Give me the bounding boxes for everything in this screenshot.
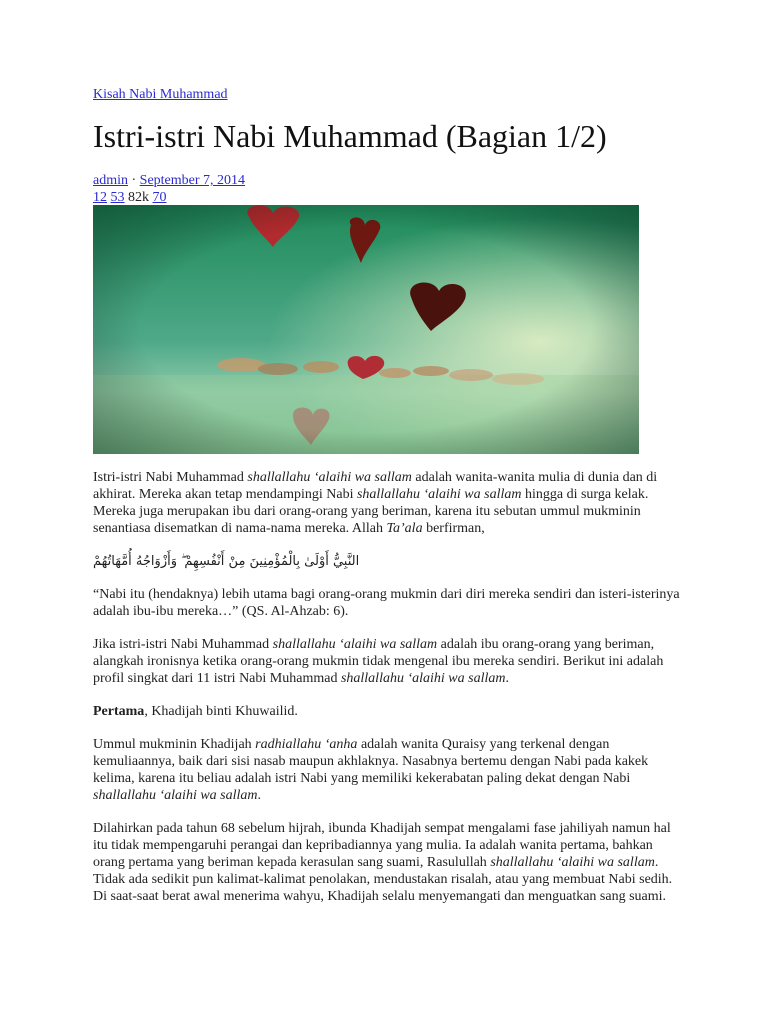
shares-count-link[interactable]: 53: [110, 190, 125, 205]
views-count: 82k: [128, 190, 149, 205]
text-span: Istri-istri Nabi Muhammad: [93, 470, 248, 485]
text-span: adalah ibu orang-orang yang beriman, alangkah ironisnya ketika orang-orang mukmin tidak mengenal ibu mereka sendiri. Berikut ini adalah profil singkat dari 11 istri Nabi Muhammad: [93, 637, 664, 686]
salawat-phrase: shallallahu ‘alaihi wa sallam: [93, 788, 258, 803]
text-span: berfirman,: [422, 521, 485, 536]
text-span: adalah wanita-wanita mulia di dunia dan di akhirat. Mereka akan tetap mendampingi Nabi: [93, 470, 658, 502]
salawat-phrase: shallallahu ‘alaihi wa sallam: [340, 671, 506, 686]
text-span: adalah wanita Quraisy yang terkenal dengan kemuliaannya, baik dari sisi nasab maupun akhlaknya. Nasabnya bertemu dengan Nabi pada kakek kelima, karena itu beliau adalah istri Nabi yang memiliki kekerabatan paling dekat dengan Nabi: [93, 737, 649, 786]
text-span: Ummul mukminin Khadijah: [93, 737, 256, 752]
text-span: . Tidak ada sedikit pun kalimat-kalimat penolakan, mendustakan risalah, atau yang membuat Nabi sedih. Di saat-saat berat awal menerima wahyu, Khadijah selalu menyemangati dan menguatkan sang suami.: [93, 855, 673, 904]
page-title: Istri-istri Nabi Muhammad (Bagian 1/2): [93, 118, 607, 154]
meta-separator: ·: [131, 173, 137, 188]
byline: [93, 172, 245, 189]
paragraph-khadijah-life: [93, 820, 683, 905]
paragraph-khadijah-lineage: [93, 736, 683, 804]
post-stats: [93, 189, 245, 206]
salawat-phrase: shallallahu ‘alaihi wa sallam: [356, 487, 522, 502]
text-span: Dilahirkan pada tahun 68 sebelum hijrah, ibunda Khadijah sempat mengalami fase jahiliyah namun hal itu tidak mempengaruhi perangai dan kepribadiannya yang mulia. Ia adalah wanita pertama, bahkan orang pertama yang beriman kepada kerasulan sang suami, Rasulullah: [93, 821, 671, 870]
article-body: [93, 469, 683, 921]
category-link[interactable]: Kisah Nabi Muhammad: [93, 87, 228, 102]
radhiallahu-phrase: radhiallahu ‘anha: [255, 737, 358, 752]
section-heading-first: [93, 703, 683, 720]
comments-count-link[interactable]: 12: [93, 190, 107, 205]
date-link[interactable]: September 7, 2014: [139, 173, 246, 188]
hearts-on-water-image: [93, 205, 639, 454]
text-span: .: [505, 671, 509, 686]
text-span: .: [257, 788, 262, 803]
arabic-verse: النَّبِيُّ أَوْلَىٰ بِالْمُؤْمِنِينَ مِنْ أَنْفُسِهِمْ ۖ وَأَزْوَاجُهُ أُمَّهَاتُهُمْ: [93, 554, 360, 569]
hero-image: [93, 205, 639, 454]
author-link[interactable]: admin: [93, 173, 128, 188]
text-span: hingga di surga kelak. Mereka juga merupakan ibu dari orang-orang yang beriman, karena itu sebutan ummul mukminin senantiasa disematkan di nama-nama mereka. Allah: [93, 487, 649, 536]
salawat-phrase: shallallahu ‘alaihi wa sallam: [247, 470, 412, 485]
taala-phrase: Ta’ala: [386, 521, 423, 536]
verse-translation: “Nabi itu (hendaknya) lebih utama bagi orang-orang mukmin dari diri mereka sendiri dan isteri-isterinya adalah ibu-ibu mereka…” (QS. Al-Ahzab: 6).: [93, 587, 680, 619]
text-span: , Khadijah binti Khuwailid.: [144, 704, 298, 719]
ordinal-label: Pertama: [93, 704, 145, 719]
salawat-phrase: shallallahu ‘alaihi wa sallam: [272, 637, 438, 652]
text-span: Jika istri-istri Nabi Muhammad: [93, 637, 273, 652]
salawat-phrase: shallallahu ‘alaihi wa sallam: [490, 855, 655, 870]
paragraph-context: [93, 636, 683, 687]
likes-count-link[interactable]: 70: [152, 190, 167, 205]
post-meta: [93, 172, 245, 206]
paragraph-intro: [93, 469, 683, 537]
